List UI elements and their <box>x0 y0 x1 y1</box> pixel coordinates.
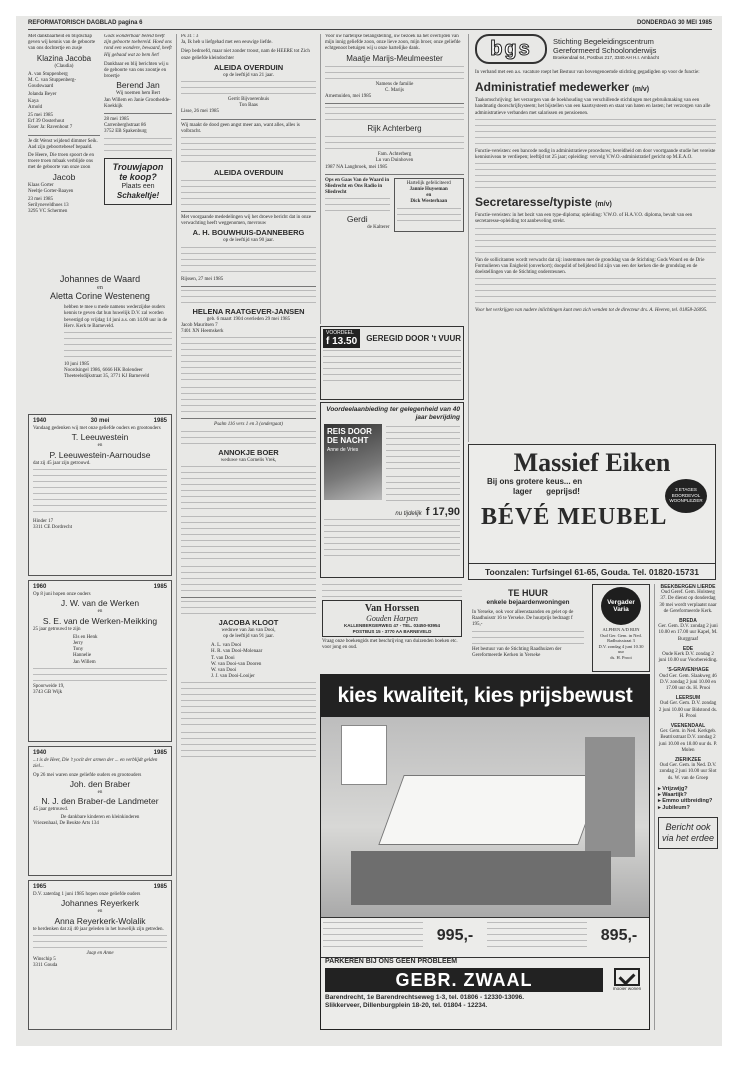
zwaal-price-2: 895,- <box>600 927 638 944</box>
anniversary-text: 25 jaar getrouwd te zijn <box>33 626 81 632</box>
bedding-package-icon <box>341 725 387 785</box>
zwaal-address-2: Slikkerveer, Dillenburgplein 18-20, tel. 01804 - 12234. <box>325 1002 488 1010</box>
voordeel-title: GEREGID DOOR 't VUUR <box>366 334 461 344</box>
book-cover <box>324 424 382 500</box>
zwaal-price-1: 995,- <box>436 927 474 944</box>
anniversary-name-2: S. E. van de Werken-Meikking <box>42 615 158 626</box>
bgs-logo: bgs <box>475 34 547 64</box>
text-lines <box>181 431 316 445</box>
obituary-notice-3: Met voorgaande mededelingen wij het droeve bericht dat in onze verwachting heeft weggenomen, mevrouw <box>181 215 311 227</box>
wedding-name-1: Johannes de Waard <box>59 274 141 284</box>
parents: A. van Stuppenberg M. C. van Stuppenberg-Goudswaard <box>28 71 77 90</box>
van-horssen-info: KALLENBERGERWEG 47 - TEL. 03450-93954 POSTBUS 15 - 3770 AA BARNEVELD <box>344 623 440 634</box>
anniversary-box-4 <box>28 880 172 1030</box>
birth-address-3: Carrenberghstraat 86 3752 EB Spakenburg <box>104 123 147 135</box>
kerk-item-text: Oud Geref. Gem. Holsteeg 37. De dienst op donderdag 30 mei wordt verplaatst naar de Gereformeerde Kerk. <box>659 590 717 614</box>
text-lines <box>181 566 316 594</box>
siblings: Jolanda Beyer Kaya Arnold <box>28 92 57 110</box>
text-lines <box>181 732 316 760</box>
kerk-bullets <box>658 786 718 811</box>
zwaal-brand: GEBR. ZWAAL <box>325 968 603 992</box>
ad-line-1: Trouwjapon <box>112 161 164 172</box>
massief-tagline-3: geprijsd! <box>546 487 580 496</box>
poem: Gods wonderbaar beleid heeft zijn geboorte toebereid. Hoed ons rond een wondere, bewaard, heeft Hij gebaad wat zo bem liet! <box>104 34 172 58</box>
thanks-notice: Voor uw hartelijke belangstelling, uw bezoek na het overlijden van mijn innig geliefde zoon, onze lieve zoon, mijn broer, onze geliefde echtgenoot betuigen wij u onze hartelijke dank. <box>325 34 461 52</box>
kerk-item <box>658 618 718 643</box>
kerk-item <box>658 695 718 720</box>
obituary-date-1: Lisse, 26 mei 1985 <box>181 109 220 115</box>
kerk-item <box>658 646 718 665</box>
anniversary-intro: Op 8 juni hopen onze ouders <box>33 592 91 598</box>
kerk-item-text: Oud Ger. Gem. D.V. zondag 2 juni 10.00 uur Bidstond ds. H. Prooi <box>658 701 718 719</box>
text-lines <box>33 668 167 682</box>
col1-birth-announcements <box>28 34 100 272</box>
anniversary-name-2: N. J. den Braber-de Landmeter <box>41 796 159 807</box>
kerk-item-text: Oude Kerk D.V. zondag 2 juni 10.00 uur Voorbereiding. <box>658 652 718 664</box>
col3-obituaries <box>176 34 316 1030</box>
job-1-requirements: Functie-vereisten: een bancode nodig in administratieve procedures; bereidheid om door voortgaande studie het vereiste kennisniveau te verdiepen; leeftijd tot 25 jaar; opleiding: vervolg V.W.O.-administratief gericht op M.E.A.O. <box>475 148 716 161</box>
text-lines <box>181 337 316 385</box>
anniversary-name-1: Johannes Reyerkerk <box>61 898 139 909</box>
anniversary-years <box>33 750 167 756</box>
anniversary-intro: D.V. zaterdag 1 juni 1985 hopen onze geliefde ouders <box>33 892 141 898</box>
deceased-sub-1: op de leeftijd van 21 jaar. <box>223 72 274 78</box>
text-lines <box>323 350 461 386</box>
greetings-row <box>325 178 464 232</box>
text-lines <box>322 584 462 598</box>
kerk-item-text: Oud Ger. Gem. Slaakweg 46 D.V. zondag 2 juni 10.00 en 17.00 uur ds. H. Prooi <box>659 673 717 692</box>
obituary-family-4: Jacob Mauritsen 7 7401 XN Heemskerk <box>181 323 224 335</box>
divider <box>181 211 316 212</box>
van-horssen-box <box>322 600 462 637</box>
deceased-name-4: HELENA RAATGEVER-JANSEN <box>192 306 305 316</box>
text-lines <box>181 601 316 615</box>
vacature-footer: Voor het verkrijgen van nadere inlichtingen kunt men zich wenden tot de directeur drs. A. Heeren, tel. 01858-26095. <box>475 308 708 314</box>
zwaal-address-1: Barendrecht, 1e Barendrechtseweg 1-3, tel. 01806 - 12330-13096. <box>325 994 525 1002</box>
divider <box>104 113 172 114</box>
te-huur-sign: Het bestuur van de Stichting Raadhuizen der Gereformeerde Kerken in Yerseke <box>472 646 562 658</box>
wedding-date: 10 juni 1985 <box>64 362 90 368</box>
anniversary-intro: Op 26 mei waren onze geliefde ouders en grootouders <box>33 772 142 778</box>
birth-mid: De Heere, Die troen spoort de en troere troen mbaak verblijde ons met de geboorte van onze zoon <box>28 153 94 171</box>
massief-tagline-2: lager <box>513 487 533 496</box>
obituary-notice-2: Wij maakt de dood geen angst meer aan, want alles, alles is volbracht. <box>181 122 300 134</box>
anniversary-intro: Vandaag gedenken wij met onze geliefde ouders en grootouders <box>33 426 161 432</box>
text-lines <box>64 332 172 360</box>
anniversary-en: en <box>97 909 103 915</box>
job-title-1-text: Administratief medewerker <box>475 80 630 95</box>
divider <box>181 119 316 120</box>
masthead-left: REFORMATORISCH DAGBLAD pagina 6 <box>28 20 143 26</box>
anniversary-name-1: Joh. den Braber <box>69 778 131 789</box>
psalm-ref: Ps 31 : 3 <box>181 34 199 39</box>
kerk-item-title: ZIERIKZEE <box>674 757 702 764</box>
kerk-bullet-text: Emmo uitbreiding? <box>662 798 713 805</box>
van-horssen-sub: Gouden Harpen <box>366 614 418 623</box>
anniversary-name-1: J. W. van de Werken <box>60 598 140 609</box>
book-text <box>386 424 460 506</box>
thanks-date-1: Arnemuiden, mei 1985 <box>325 94 372 100</box>
psalm-quote: Psalm 116 vers 1 en 3 (ondergaat) <box>214 422 283 428</box>
anniversary-quote: ...t is de Heer, Die 't yoclt der armen der ... en verblijdt gelden ziel... <box>33 758 158 770</box>
birth-thanks: Dankbaar en blij berichten wij u de geboorte van ons zoontje en broertje <box>104 61 169 80</box>
kerk-item-title: EDE <box>682 645 694 652</box>
anniversary-address: Vriezenhaal, De Beukte Arts 134 <box>33 821 99 827</box>
zwaal-logo <box>609 968 645 992</box>
cabinet-icon <box>585 737 635 857</box>
schakeltje-ad <box>104 158 172 205</box>
text-lines <box>475 278 716 306</box>
wedding-en: en <box>97 285 103 291</box>
text-lines <box>397 208 462 222</box>
divider <box>181 286 316 287</box>
text-lines <box>475 163 716 191</box>
bgs-header <box>475 34 716 64</box>
ad-line-2: te koop? <box>119 171 157 182</box>
kerk-list <box>658 584 718 782</box>
kerk-item-title: 'S-GRAVENHAGE <box>667 667 709 674</box>
voordeel-badge <box>323 329 360 348</box>
obituary-family-6: A. L. van Dooi H. R. van Dooi-Molenaar T. van Dooi W. van Dooi-van Dooren W. van Dooi J. J. van Dooi-Looijer <box>211 643 263 680</box>
greeting-left <box>325 178 390 232</box>
text-lines <box>475 119 716 147</box>
obituary-date-3: Rijssen, 27 mei 1985 <box>181 276 224 282</box>
text-lines <box>325 136 464 150</box>
text-lines <box>386 476 460 504</box>
text-lines <box>325 66 464 80</box>
kerk-item-title: BEEKBERGEN LIERDE <box>660 584 716 590</box>
deceased-name-1: ALEIDA OVERDUIN <box>213 62 284 72</box>
bed-frame-icon <box>351 851 611 905</box>
anniversary-years <box>33 418 167 424</box>
text-lines <box>181 682 316 730</box>
van-horssen-ad <box>320 580 464 660</box>
birth-intro-2: Je dit Wenst wijdend dimmer Seik. Aad zijn geboortebesef bepaald. <box>28 138 98 150</box>
job-1-text: Taakomschrijving: het verzorgen van de boekhouding van verschillende stichtingen met gebruikmaking van een handmatig doorschrijfsysteem; het bijstellen van een kaartsysteem en staat van baten en lasten; het verzorgen van alle administratieve verbanden met salarissen en pensioenen. <box>475 98 711 116</box>
baby-nickname: (Claudia) <box>54 63 74 69</box>
anniversary-address: Winschip 5 3311 Gouda <box>33 957 58 969</box>
text-lines <box>386 426 460 474</box>
greeting-right-box <box>394 178 465 232</box>
voordeel-price: f 13.50 <box>326 336 358 348</box>
anniversary-children: Els en Henk Jerry Tony Hannelie Jan Willem <box>73 634 98 665</box>
kerk-item <box>658 757 718 782</box>
massief-address: Toonzalen: Turfsingel 61-65, Gouda. Tel. 01820-15731 <box>469 563 715 579</box>
kerk-item-title: VEENENDAAL <box>670 723 706 730</box>
kerk-item <box>658 723 718 754</box>
job-title-2-text: Secretaresse/typiste <box>475 195 592 210</box>
job-title-2 <box>475 194 716 213</box>
bullet-icon: ▸ <box>658 798 663 805</box>
kerk-bullet-text: Jubileum? <box>662 804 690 811</box>
te-huur-subtitle: enkele bejaardenwoningen <box>486 599 570 606</box>
voordeel-header <box>323 329 461 348</box>
greeting-box-names: Jannie Huyseman en Dick Westerhaan <box>409 187 448 205</box>
year-right: 1985 <box>153 584 167 590</box>
kerk-bullet-text: Vrijzwijg? <box>662 785 688 792</box>
divider <box>181 418 316 419</box>
anniversary-text: te herdenken dat zij 40 jaar geleden in het huwelijk zijn getreden. <box>33 926 164 932</box>
deceased-date-6: op de leeftijd van 91 jaar. <box>223 634 274 640</box>
baby-name-2: Jacob <box>52 171 76 182</box>
anniversary-name-1: T. Leeuwestein <box>71 432 129 443</box>
text-lines <box>325 107 464 121</box>
birth-date-2: 23 mei 1985 <box>28 197 53 203</box>
vergader-varia-ad <box>592 584 650 672</box>
divider <box>28 135 100 136</box>
kerk-item-title: LEERSUM <box>675 695 701 702</box>
deceased-sub-6: weduwe van Jan van Dooi, <box>221 627 276 633</box>
text-lines <box>325 198 390 212</box>
year-right: 1985 <box>153 884 167 890</box>
book-deal: nu tijdelijk <box>395 511 422 517</box>
birth-date-3: 28 mei 1985 <box>104 117 129 123</box>
year-left: 1940 <box>33 750 47 756</box>
deceased-name-5: ANNOKJE BOER <box>218 447 279 457</box>
zwaal-photo <box>321 717 649 917</box>
anniversary-text: 45 jaar getrouwd. <box>33 807 69 813</box>
baby-name: Klazina Jacoba <box>36 53 92 63</box>
parents-2: Klaas Gorter Neeltje Gorter-Baayen <box>28 182 74 194</box>
year-left: 1940 <box>33 418 47 424</box>
deceased-sub-3: op de leeftijd van 90 jaar. <box>223 238 274 244</box>
text-lines <box>104 138 172 152</box>
bullet-icon: ▸ <box>658 804 663 811</box>
text-lines <box>323 922 423 950</box>
job-title-1 <box>475 79 716 98</box>
check-mark-icon <box>619 969 636 986</box>
massief-brand: BÉVÉ MEUBEL <box>481 504 668 530</box>
obituary-notice-1: Diep bedroefd, maar niet zonder troost, nam de HEERE tot Zich onze geliefde kleindochter <box>181 49 310 61</box>
deceased-name-3: A. H. BOUWHUIS-DANNEBERG <box>192 228 305 238</box>
ad-line-4: Schakeltje! <box>116 190 160 200</box>
zwaal-logo-sub: mooier wonen <box>612 986 642 992</box>
anniversary-years <box>33 884 167 890</box>
zwaal-price-row <box>321 917 649 957</box>
birth-intro: Met dankbaarheid en blijdschap geven wij kennis van de geboorte van ons dochtertje en zusje <box>28 34 96 52</box>
divider <box>181 597 316 598</box>
te-huur-text: In Yerseke, ook voor alleenstaanden en gelet op de Raadhuisstr 16 te Yerseke. De huurprijs bedraagt f 195,- <box>472 610 574 628</box>
col4-thanks <box>320 34 464 324</box>
wedding-address: Noordsingel 1986, 6666 HK Bolendeer Theeteelsdijkstraat 35, 3771 KJ Barneveld <box>64 368 150 380</box>
text-lines <box>181 290 316 304</box>
text-lines <box>181 81 316 95</box>
masthead <box>28 20 712 30</box>
kerk-item <box>658 667 718 692</box>
bullet-icon: ▸ <box>658 785 663 792</box>
wedding-name-2: Aletta Corine Westeneng <box>50 291 150 302</box>
book-author: Anne de Vries <box>327 447 359 453</box>
kerk-item-title: BREDA <box>679 618 697 625</box>
anniversary-box-1 <box>28 414 172 576</box>
te-huur-ad <box>468 584 588 672</box>
job-2-text: Functie-vereisten: in het bezit van een type-diploma; opleiding: V.W.O. of H.A.V.O. diploma, bevalt van een secretaresse-opleiding tot aanbeveling strekt. <box>475 213 693 225</box>
book-ad-body <box>324 424 460 506</box>
book-ad-head: Voordeelaanbieding ter gelegenheid van 40 jaar bevrijding <box>326 406 460 421</box>
van-horssen-foot: Vraag onze boekengids met beschrijving van duizenden boeken etc. voor jong en oud. <box>322 639 458 651</box>
text-lines <box>472 631 584 645</box>
job-title-1-sub: (m/v) <box>632 86 650 94</box>
birth-address: Erf 39 Oosterhout Esser Ja: Ravenhout 7 <box>28 119 73 131</box>
anniversary-years <box>33 584 167 590</box>
text-lines <box>181 516 316 564</box>
text-lines <box>181 466 316 514</box>
anniversary-box-3 <box>28 746 172 876</box>
divider <box>325 174 464 175</box>
zwaal-parking: PARKEREN BIJ ONS GEEN PROBLEEM <box>321 957 649 966</box>
kerk-item-text: Oud Ger. Gem. in Ned. D.V. zondag 2 juni 10.00 uur Slot ds. W. van de Groep <box>659 763 717 781</box>
text-lines <box>33 469 167 517</box>
book-price: f 17,90 <box>425 506 460 518</box>
anniversary-address: Hinder 17 3311 CE Dordrecht <box>33 518 72 531</box>
thanks-date-2: 1987 NA Langbroek, mei 1985 <box>325 164 388 170</box>
vergader-info: ALPHEN A/D RIJN Oud Ger. Gem. in Ned. Radhuisstraat 3 D.V. zondag 4 juni 10.30 uur ds. H. Prooi <box>598 627 644 660</box>
deceased-name-6: JACOBA KLOOT <box>218 617 279 627</box>
voordeel-ad <box>320 326 464 400</box>
text-lines <box>324 519 460 559</box>
massief-eiken-ad <box>468 444 716 580</box>
text-lines <box>181 387 316 415</box>
anniversary-en: en <box>97 609 103 615</box>
kerk-bullet-text: Waartijk? <box>662 792 687 799</box>
year-right: 1985 <box>153 750 167 756</box>
massief-title: Massief Eiken <box>513 448 671 477</box>
year-right: 1985 <box>153 418 167 424</box>
anniversary-name-2: Anna Reyerkerk-Wolalik <box>54 915 146 926</box>
bgs-title-2: Gereformeerd Schoolonderwijs <box>553 46 657 55</box>
col2-birth-announcements <box>104 34 172 272</box>
bgs-address: Broekendaal 64, Postbus 217, 3340 AH H.I. Ambacht <box>553 55 659 60</box>
greeting-sub: de Kalterer <box>367 225 390 231</box>
text-lines <box>181 247 316 275</box>
year-left: 1965 <box>33 884 47 890</box>
zwaal-product-2 <box>485 918 589 957</box>
bgs-title-1: Stichting Begeleidingscentrum <box>553 37 654 46</box>
te-huur-title: TE HUUR <box>508 588 548 598</box>
anniversary-sign: De dankbare kinderen en kleinkinderen <box>60 815 140 821</box>
job-title-2-sub: (m/v) <box>595 201 612 209</box>
kerk-bullet <box>658 805 718 811</box>
book-price-row <box>324 506 460 518</box>
divider <box>325 103 464 104</box>
wedding-announcement <box>28 274 172 412</box>
baby-name-3: Berend Jan <box>116 80 160 91</box>
kerk-item-text: Ger. Gem. D.V. zondag 2 juni 10.00 en 17.00 uur Kapel, M. Burggraaf <box>658 624 718 642</box>
deceased-name-2: ALEIDA OVERDUIN <box>213 168 284 178</box>
kerkdiensten-column <box>654 584 718 1030</box>
bed-icon <box>378 775 603 845</box>
vacature-bgs <box>468 34 716 442</box>
text-lines <box>487 922 587 950</box>
bericht-box: Bericht ook via het erdee <box>658 817 718 849</box>
zwaal-brand-row <box>321 966 649 994</box>
greeting-box-title: Hartelijk gefeliciteerd <box>406 180 451 186</box>
bullet-icon: ▸ <box>658 792 663 799</box>
parents-3: Jan Willem en Janie Groothedde-Koekkijk <box>104 97 171 109</box>
van-horssen-name: Van Horssen <box>364 603 420 614</box>
anniversary-en: en <box>97 789 103 795</box>
vergader-logo: Vergader Varia <box>601 587 641 625</box>
birth-date: 25 mei 1985 <box>28 113 53 119</box>
greeting-op-zee: Ops en Gaas Van de Waard in Sliedrecht en Ons Radio in Sliedrecht <box>325 177 390 196</box>
zwaal-product-1 <box>321 918 425 957</box>
thanks-deceased-1: Maatje Marijs-Meulmeester <box>346 53 443 63</box>
kerk-item-text: Ger. Gem. in Ned. Kerkgeb. Beatrixstraat D.V. zondag 2 juni 10.00 en 18.00 uur ds. P. Molen <box>658 729 718 753</box>
thanks-family-2: Fam. Achterberg Lu van Duinhoven <box>375 152 414 164</box>
gebr-zwaal-ad <box>320 674 650 1030</box>
masthead-right: DONDERDAG 30 MEI 1985 <box>636 20 712 26</box>
kerk-item <box>658 584 718 615</box>
book-title: REIS DOOR DE NACHT <box>327 427 372 445</box>
ad-line-3: Plaats een <box>121 182 155 190</box>
deceased-sub-5: weduwe van Cornelis Vrek, <box>220 457 277 463</box>
birth-address-2: Serilyneveldhoes 13 3295 VC Schermen <box>28 203 69 215</box>
text-lines <box>181 137 316 165</box>
anniversary-en: en <box>97 443 103 449</box>
anniversary-sign: Jaap en Anne <box>86 950 114 956</box>
thanks-deceased-2: Rijk Achterberg <box>367 124 422 134</box>
text-lines <box>33 935 167 949</box>
obituary-family-1: Gerrit Bijvoerenhuis Ton Baas <box>227 97 270 109</box>
job-extra: Van de sollicitanten wordt verwacht dat zij: instemmen met de grondslag van de Stichting: Gods Woord en de Drie Formulieren van Enigheid (onverkort); doopslid of belijdend lid zijn van een der kerken die de grondslag en de doelstellingen van de Stichting ondersteunen. <box>475 257 705 276</box>
massief-badge: 3 ETAGES BOORDEVOL WOONPLEZIER <box>665 479 707 513</box>
book-ad <box>320 402 464 578</box>
anniversary-address: Spoorweide 19, 3743 GB Wijk <box>33 683 65 696</box>
psalm-text: Ja, Ik heb u liefgehad met een eeuwige liefde. <box>181 40 273 46</box>
greeting-name: Gerdi <box>346 214 368 225</box>
deceased-sub-4: geb. 6 maart 1904 overleden 29 mei 1985 <box>206 316 291 322</box>
anniversary-name-2: P. Leeuwestein-Aarnoudse <box>49 449 151 460</box>
vacature-intro: In verband met een a.s. vacature roept het Bestuur van bovengenoemde stichting gegadigden op voor de functie: <box>475 70 700 75</box>
text-lines <box>475 228 716 256</box>
text-lines <box>181 180 316 208</box>
thanks-family-1: Namens de familie C. Marijs <box>375 81 414 93</box>
anniversary-box-2 <box>28 580 172 742</box>
massief-tagline-1: Bij ons grotere keus... en <box>487 477 583 486</box>
wedding-text: hebben te mee u mede namens wederzijdse ouders kennis te geven dat hun huwelijk D.V. zal worden bevestigd op vrijdag 14 juni a.s. om 14.00 uur in de Herv. Kerk te Barneveld. <box>64 305 168 329</box>
anniversary-date: 30 mei <box>90 418 110 424</box>
anniversary-text: dat zij 45 jaar zijn getrouwd. <box>33 460 91 466</box>
mooier-wonen-icon <box>614 968 640 986</box>
voordeel-label: VOORDEEL <box>326 330 354 336</box>
zwaal-headline: kies kwaliteit, kies prijsbewust <box>321 675 649 717</box>
baby-sub: Wij noemen hem Bert <box>115 91 161 97</box>
newspaper-page <box>16 16 722 1046</box>
bgs-org <box>553 37 659 61</box>
year-left: 1960 <box>33 584 47 590</box>
